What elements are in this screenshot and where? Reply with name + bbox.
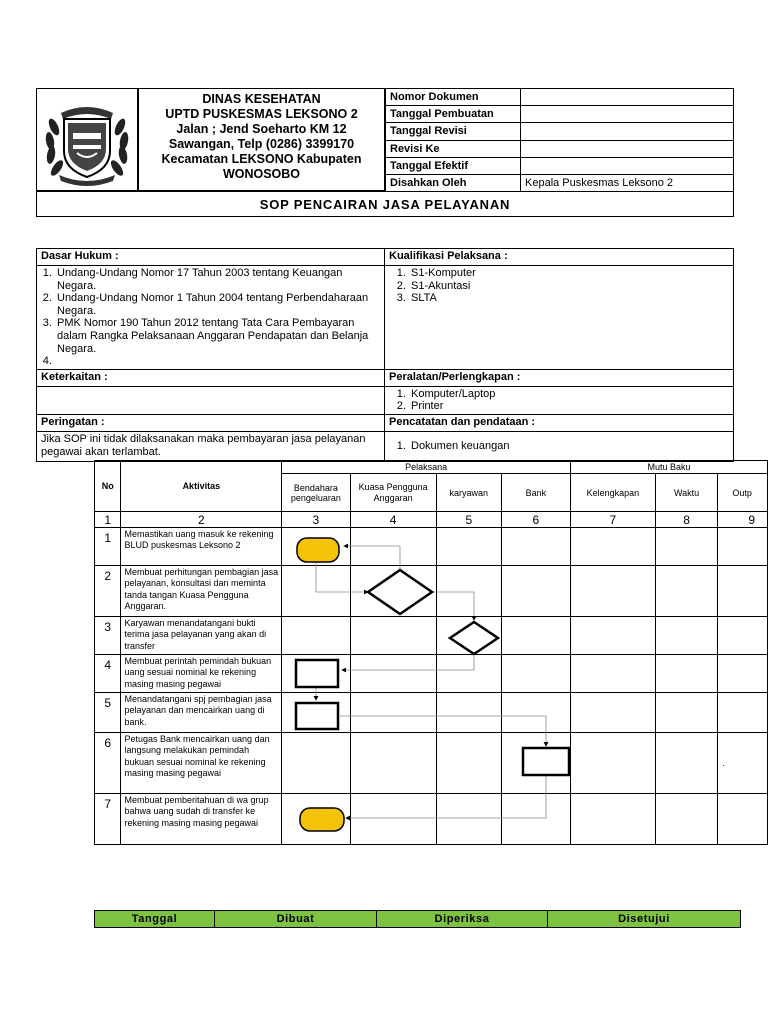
table-row	[95, 617, 768, 655]
table-row	[95, 733, 768, 794]
col-karyawan-header: karyawan	[436, 474, 501, 512]
signature-table	[94, 910, 741, 928]
doc-field-value	[521, 123, 734, 140]
disetujui-label: Disetujui	[548, 911, 741, 928]
agency-line: Kecamatan LEKSONO Kabupaten	[161, 152, 362, 166]
doc-field-label: Tanggal Pembuatan	[386, 106, 521, 123]
col-number: 5	[436, 512, 501, 528]
col-bendahara-header: Bendahara pengeluaran	[282, 474, 350, 512]
col-kelengkapan-header: Kelengkapan	[570, 474, 655, 512]
step-number: 5	[95, 693, 121, 733]
table-row	[95, 655, 768, 693]
agency-header	[138, 88, 385, 191]
doc-field-value	[521, 140, 734, 157]
tanggal-label: Tanggal	[95, 911, 215, 928]
step-number: 2	[95, 566, 121, 617]
kualifikasi-label: Kualifikasi Pelaksana :	[385, 249, 734, 266]
list-item: 1. Komputer/Laptop	[409, 388, 729, 401]
agency-line: Sawangan, Telp (0286) 3399170	[168, 137, 355, 151]
doc-field-label: Nomor Dokumen	[386, 89, 521, 106]
table-row	[95, 566, 768, 617]
sop-info-table	[36, 248, 734, 462]
step-number: 7	[95, 794, 121, 845]
step-text: Membuat pemberitahuan di wa grup bahwa uang sudah di transfer ke rekening masing masing pegawai	[121, 794, 282, 845]
step-number: 1	[95, 528, 121, 566]
pencatatan-cell	[385, 431, 734, 461]
col-number: 6	[501, 512, 570, 528]
page-title: SOP PENCAIRAN JASA PELAYANAN	[36, 191, 734, 217]
kualifikasi-cell	[385, 266, 734, 370]
list-item: 2. S1-Akuntasi	[409, 280, 729, 293]
col-number: 2	[121, 512, 282, 528]
col-number: 7	[570, 512, 655, 528]
dasar-hukum-label: Dasar Hukum :	[37, 249, 385, 266]
keterkaitan-label: Keterkaitan :	[37, 369, 385, 386]
list-item	[55, 355, 380, 368]
col-number: 4	[350, 512, 436, 528]
doc-field-label: Revisi Ke	[386, 140, 521, 157]
col-waktu-header: Waktu	[655, 474, 718, 512]
table-row	[95, 794, 768, 845]
agency-line: DINAS KESEHATAN	[202, 92, 321, 106]
col-output-header: Outp	[718, 474, 768, 512]
step-text: Menandatangani spj pembagian jasa pelayanan dan mencairkan uang di bank.	[121, 693, 282, 733]
col-kpa-header: Kuasa Pengguna Anggaran	[350, 474, 436, 512]
doc-field-value	[521, 89, 734, 106]
doc-field-label: Tanggal Revisi	[386, 123, 521, 140]
list-item: 2. Printer	[409, 400, 729, 413]
step-number: 4	[95, 655, 121, 693]
step-number: 6	[95, 733, 121, 794]
logo-box	[36, 88, 138, 191]
dibuat-label: Dibuat	[215, 911, 377, 928]
step-text: Karyawan menandatangani bukti terima jasa pelayanan yang akan di transfer	[121, 617, 282, 655]
agency-line: WONOSOBO	[222, 167, 301, 181]
col-no-header: No	[95, 461, 121, 512]
doc-field-value	[521, 106, 734, 123]
diperiksa-label: Diperiksa	[377, 911, 548, 928]
pencatatan-label: Pencatatan dan pendataan :	[385, 414, 734, 431]
list-item: 1. Undang-Undang Nomor 17 Tahun 2003 tentang Keuangan Negara.	[55, 267, 380, 292]
doc-field-value	[521, 157, 734, 174]
pelaksana-group-header: Pelaksana	[282, 461, 571, 474]
dasar-hukum-cell	[37, 266, 385, 370]
table-row	[95, 528, 768, 566]
agency-line: Jalan ; Jend Soeharto KM 12	[176, 122, 347, 136]
list-item: 1. S1-Komputer	[409, 267, 729, 280]
col-number: 1	[95, 512, 121, 528]
list-item: 1. Dokumen keuangan	[409, 440, 729, 453]
doc-field-value: Kepala Puskesmas Leksono 2	[521, 174, 734, 191]
list-item: 3. PMK Nomor 190 Tahun 2012 tentang Tata Cara Pembayaran dalam Rangka Pelaksanaan Anggaran Pendapatan dan Belanja Negara.	[55, 317, 380, 355]
step-text: Memastikan uang masuk ke rekening BLUD puskesmas Leksono 2	[121, 528, 282, 566]
col-number: 3	[282, 512, 350, 528]
step-text: Membuat perhitungan pembagian jasa pelayanan, konsultasi dan meminta tanda tangan Kuasa Pengguna Anggaran.	[121, 566, 282, 617]
table-row	[95, 693, 768, 733]
mutu-baku-group-header: Mutu Baku	[570, 461, 767, 474]
peralatan-cell	[385, 386, 734, 414]
col-number: 9	[718, 512, 768, 528]
col-aktivitas-header: Aktivitas	[121, 461, 282, 512]
peringatan-text: Jika SOP ini tidak dilaksanakan maka pembayaran jasa pelayanan pegawai akan terlambat.	[37, 431, 385, 461]
document-info-table	[385, 88, 734, 192]
doc-field-label: Tanggal Efektif	[386, 157, 521, 174]
regency-emblem-icon	[37, 89, 137, 190]
peralatan-label: Peralatan/Perlengkapan :	[385, 369, 734, 386]
doc-field-label: Disahkan Oleh	[386, 174, 521, 191]
keterkaitan-cell	[37, 386, 385, 414]
step-text: Membuat perintah pemindah bukuan uang sesuai nominal ke rekening masing masing pegawai	[121, 655, 282, 693]
col-number: 8	[655, 512, 718, 528]
list-item: 2. Undang-Undang Nomor 1 Tahun 2004 tentang Perbendaharaan Negara.	[55, 292, 380, 317]
step-text: Petugas Bank mencairkan uang dan langsung melakukan pemindah bukuan sesuai nominal ke rekening masing masing pegawai	[121, 733, 282, 794]
step-number: 3	[95, 617, 121, 655]
dot-mark: .	[718, 733, 768, 794]
list-item: 3. SLTA	[409, 292, 729, 305]
flowchart-table	[94, 460, 768, 845]
col-bank-header: Bank	[501, 474, 570, 512]
peringatan-label: Peringatan :	[37, 414, 385, 431]
agency-line: UPTD PUSKESMAS LEKSONO 2	[165, 107, 358, 121]
